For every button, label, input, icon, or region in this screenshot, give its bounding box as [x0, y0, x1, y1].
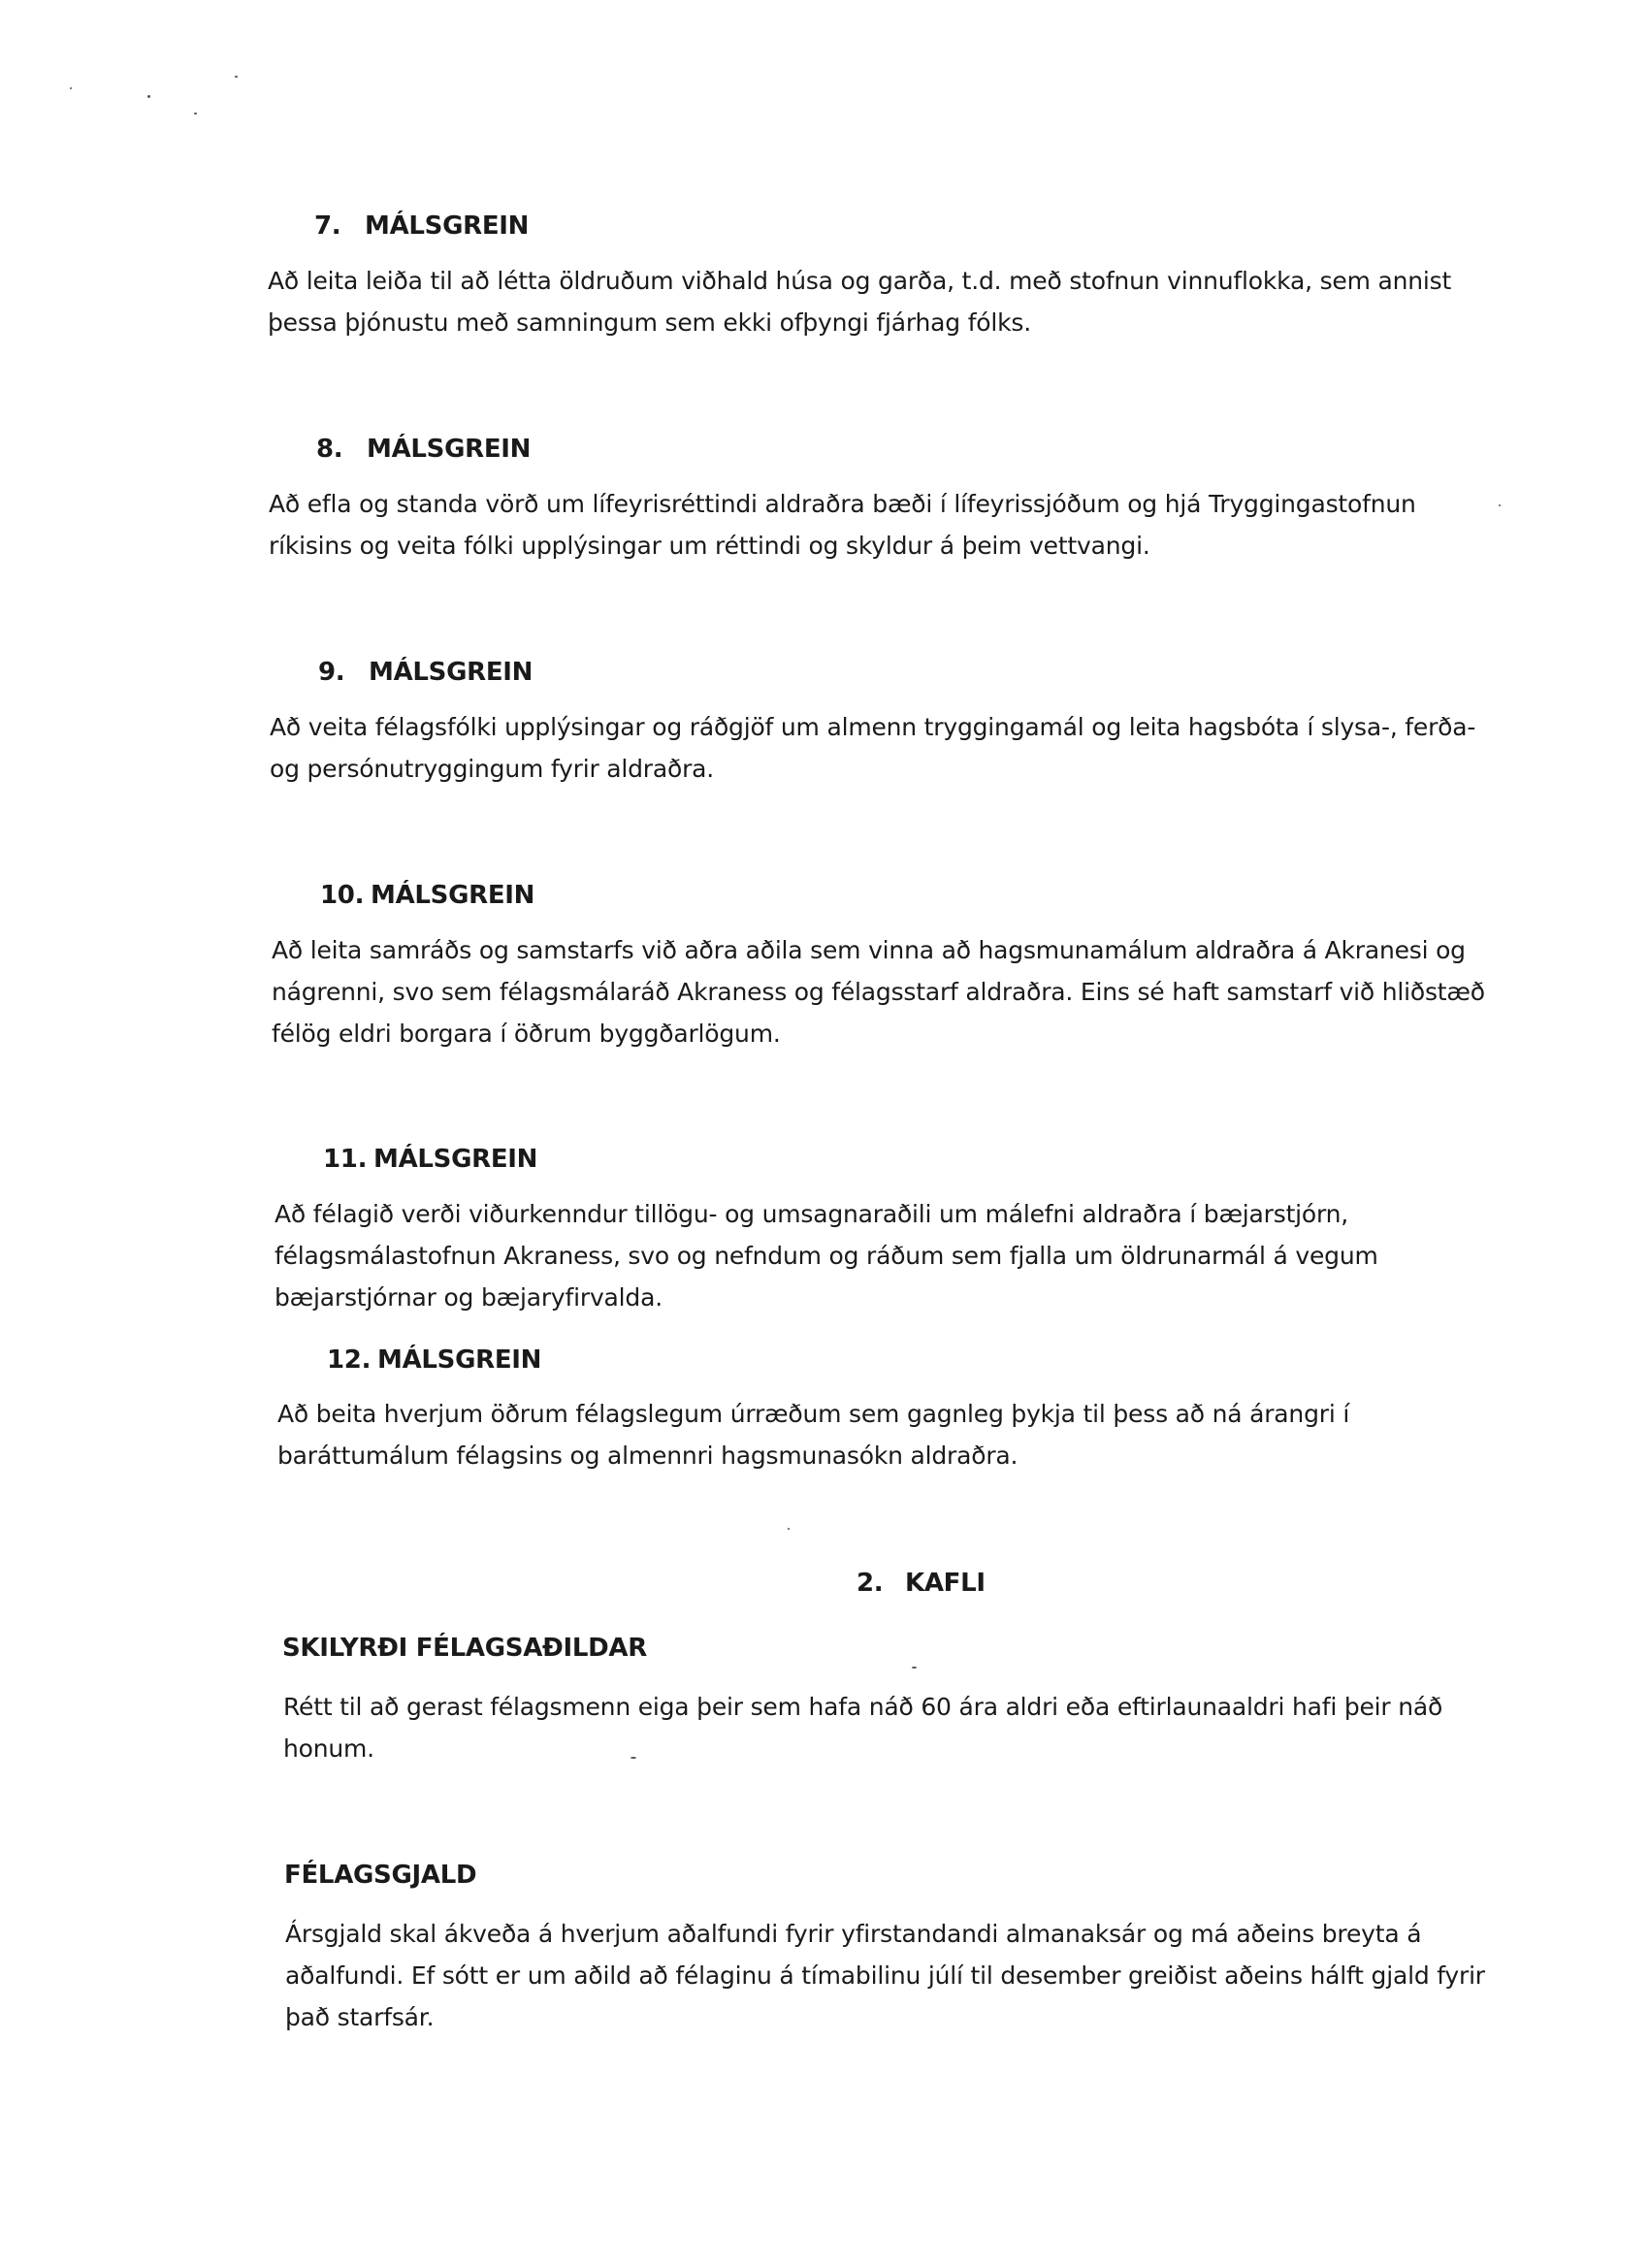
paragraph-line: nágrenni, svo sem félagsmálaráð Akraness og félagsstarf aldraðra. Eins sé haft samstarf við hliðstæð [272, 978, 1485, 1006]
scan-speck [194, 113, 197, 114]
paragraph-line: Að leita leiða til að létta öldruðum viðhald húsa og garða, t.d. með stofnun vinnuflokka, sem annist [268, 267, 1452, 295]
paragraph-line: Að beita hverjum öðrum félagslegum úrræðum sem gagnleg þykja til þess að ná árangri í [277, 1400, 1350, 1428]
paragraph-line: Að efla og standa vörð um lífeyrisréttindi aldraðra bæði í lífeyrissjóðum og hjá Tryggingastofnun [269, 490, 1416, 518]
article-title: MÁLSGREIN [373, 1145, 538, 1174]
article-paragraph [270, 706, 1540, 790]
article-paragraph [268, 260, 1529, 343]
article-heading [320, 881, 534, 910]
paragraph-line: baráttumálum félagsins og almennri hagsmunasókn aldraðra. [277, 1442, 1018, 1470]
paragraph-line: Rétt til að gerast félagsmenn eiga þeir sem hafa náð 60 ára aldri eða eftirlaunaaldri hafi þeir náð [283, 1693, 1443, 1721]
article-heading [314, 211, 529, 241]
article-number: 8. [316, 435, 343, 464]
scan-speck [912, 1667, 917, 1669]
article-number: 12. [327, 1345, 372, 1375]
section-paragraph [285, 1913, 1566, 2038]
article-number: 7. [314, 211, 341, 241]
article-heading [323, 1145, 537, 1174]
article-title: MÁLSGREIN [369, 658, 534, 687]
article-title: MÁLSGREIN [365, 211, 530, 241]
article-paragraph [277, 1393, 1538, 1476]
chapter-title: KAFLI [905, 1569, 986, 1598]
scan-speck [70, 87, 72, 89]
article-heading [316, 435, 531, 464]
chapter-heading [857, 1569, 986, 1598]
paragraph-line: félög eldri borgara í öðrum byggðarlögum. [272, 1020, 781, 1048]
scan-speck [788, 1528, 790, 1530]
article-paragraph [269, 483, 1530, 567]
article-paragraph [272, 929, 1542, 1054]
paragraph-line: aðalfundi. Ef sótt er um aðild að félaginu á tímabilinu júlí til desember greiðist aðeins hálft gjald fyrir [285, 1961, 1485, 1990]
paragraph-line: þessa þjónustu með samningum sem ekki ofþyngi fjárhag fólks. [268, 308, 1031, 337]
article-heading [318, 658, 533, 687]
paragraph-line: ríkisins og veita fólki upplýsingar um réttindi og skyldur á þeim vettvangi. [269, 532, 1150, 560]
article-title: MÁLSGREIN [371, 881, 535, 910]
article-paragraph [275, 1193, 1536, 1318]
article-number: 11. [323, 1145, 368, 1174]
paragraph-line: Að veita félagsfólki upplýsingar og ráðgjöf um almenn tryggingamál og leita hagsbóta í slysa-, ferða- [270, 713, 1476, 741]
paragraph-line: það starfsár. [285, 2003, 435, 2031]
article-number: 9. [318, 658, 345, 687]
article-heading [327, 1345, 541, 1375]
paragraph-line: bæjarstjórnar og bæjaryfirvalda. [275, 1283, 663, 1312]
section-heading: FÉLAGSGJALD [284, 1861, 477, 1890]
paragraph-line: Að félagið verði viðurkenndur tillögu- og umsagnaraðili um málefni aldraðra í bæjarstjórn, [275, 1200, 1349, 1228]
paragraph-line: Ársgjald skal ákveða á hverjum aðalfundi fyrir yfirstandandi almanaksár og má aðeins breyta á [285, 1920, 1422, 1948]
article-number: 10. [320, 881, 365, 910]
chapter-number: 2. [857, 1569, 884, 1598]
paragraph-line: og persónutryggingum fyrir aldraðra. [270, 755, 715, 783]
paragraph-line: honum. [283, 1734, 374, 1763]
scan-speck [235, 76, 238, 78]
paragraph-line: félagsmálastofnun Akraness, svo og nefndum og ráðum sem fjalla um öldrunarmál á vegum [275, 1242, 1378, 1270]
paragraph-line: Að leita samráðs og samstarfs við aðra aðila sem vinna að hagsmunamálum aldraðra á Akranesi og [272, 936, 1466, 964]
section-heading: SKILYRÐI FÉLAGSAÐILDAR [282, 1634, 647, 1663]
article-title: MÁLSGREIN [377, 1345, 542, 1375]
scan-speck [147, 95, 150, 98]
article-title: MÁLSGREIN [367, 435, 532, 464]
section-paragraph [283, 1686, 1544, 1769]
